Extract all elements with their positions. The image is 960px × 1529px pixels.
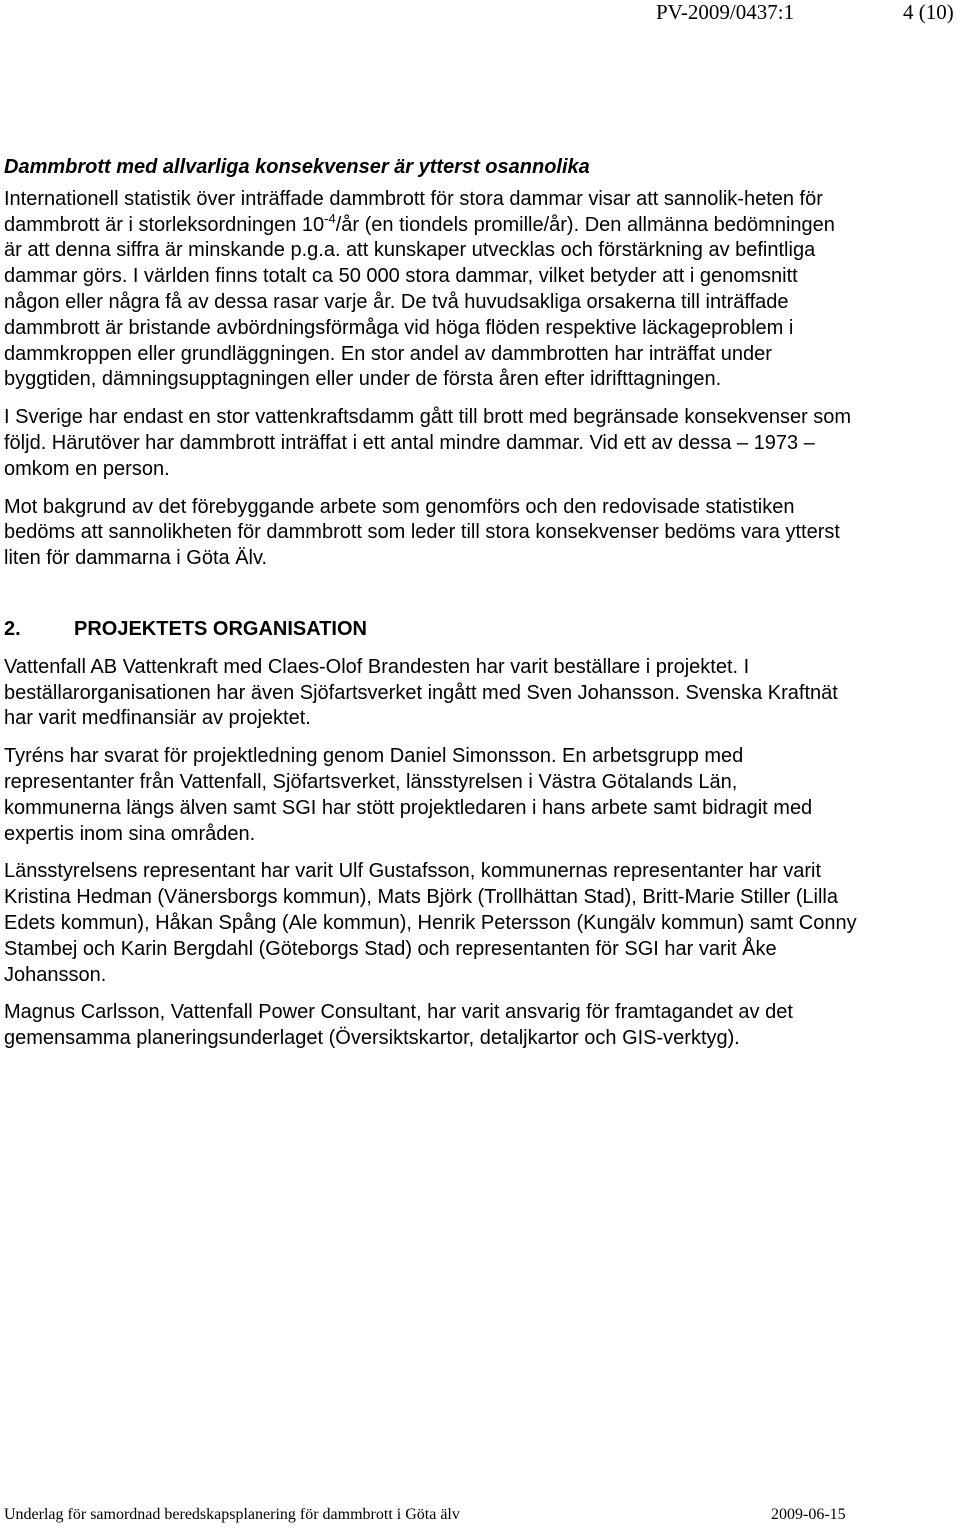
paragraph-text: Internationell statistik över inträffade dammbrott för stora dammar visar att sannolik-heten för dammbrott är i storleksordningen 10 bbox=[4, 187, 823, 236]
exponent: -4 bbox=[324, 210, 336, 226]
paragraph-statistics bbox=[4, 187, 858, 393]
paragraph-planning-basis: Magnus Carlsson, Vattenfall Power Consultant, har varit ansvarig för framtagandet av det gemensamma planeringsunderlaget (Översiktskartor, detaljkartor och GIS-verktyg). bbox=[4, 1001, 793, 1050]
paragraph-conclusion: Mot bakgrund av det förebyggande arbete som genomförs och den redovisade statistiken bedöms att sannolikheten för dammbrott som leder till stora konsekvenser bedöms vara ytterst liten för dammarna i Göta Älv. bbox=[4, 495, 840, 570]
section-spacer bbox=[4, 572, 858, 617]
paragraph-project-lead: Tyréns har svarat för projektledning genom Daniel Simonsson. En arbetsgrupp med representanter från Vattenfall, Sjöfartsverket, länsstyrelsen i Västra Götalands Län, kommunerna längs älven samt SGI har stött projektledaren i hans arbete samt bidragit med expertis inom sina områden. bbox=[4, 745, 813, 845]
paragraph-text: /år (en tiondels promille/år). Den allmänna bedömningen är att denna siffra är minskande p.g.a. att kunskaper utvecklas och förstärkning av befintliga dammar görs. I världen finns totalt ca 50 000 stora dammar, vilket betyder att i genomsnitt någon eller några få av dessa rasar varje år. De två huvudsakliga orsakerna till inträffade dammbrott är bristande avbördningsförmåga vid höga flöden respektive läckageproblem i dammkroppen eller grundläggningen. En stor andel av dammbrotten har inträffat under byggtiden, dämningsupptagningen eller under de första åren efter idrifttagningen. bbox=[4, 213, 835, 391]
section-subheading: Dammbrott med allvarliga konsekvenser är ytterst osannolika bbox=[4, 156, 590, 178]
section-number: 2. bbox=[4, 617, 21, 640]
paragraph-sweden: I Sverige har endast en stor vattenkraftsdamm gått till brott med begränsade konsekvenser som följd. Härutöver har dammbrott inträffat i ett antal mindre dammar. Vid ett av dessa – 1973 – omkom en person. bbox=[4, 406, 852, 480]
page-header bbox=[0, 0, 960, 30]
paragraph-client: Vattenfall AB Vattenkraft med Claes-Olof Brandesten har varit beställare i projektet. I beställarorganisationen har även Sjöfartsverket ingått med Sven Johansson. Svenska Kraftnät har varit medfinansiär av projektet. bbox=[4, 655, 838, 730]
footer-date: 2009-06-15 bbox=[771, 1506, 846, 1523]
footer-title: Underlag för samordnad beredskapsplanering för dammbrott i Göta älv bbox=[4, 1506, 460, 1523]
section-title: PROJEKTETS ORGANISATION bbox=[74, 617, 367, 640]
paragraph-representatives: Länsstyrelsens representant har varit Ulf Gustafsson, kommunernas representanter har varit Kristina Hedman (Vänersborgs kommun), Mats Björk (Trollhättan Stad), Britt-Marie Stiller (Lilla Edets kommun), Håkan Spång (Ale kommun), Henrik Petersson (Kungälv kommun) samt Conny Stambej och Karin Bergdahl (Göteborgs Stad) och representanten för SGI har varit Åke Johansson. bbox=[4, 860, 857, 986]
document-id: PV-2009/0437:1 bbox=[656, 0, 795, 24]
page-body bbox=[4, 155, 858, 1064]
section-heading bbox=[4, 617, 858, 643]
page-number: 4 (10) bbox=[903, 0, 954, 24]
